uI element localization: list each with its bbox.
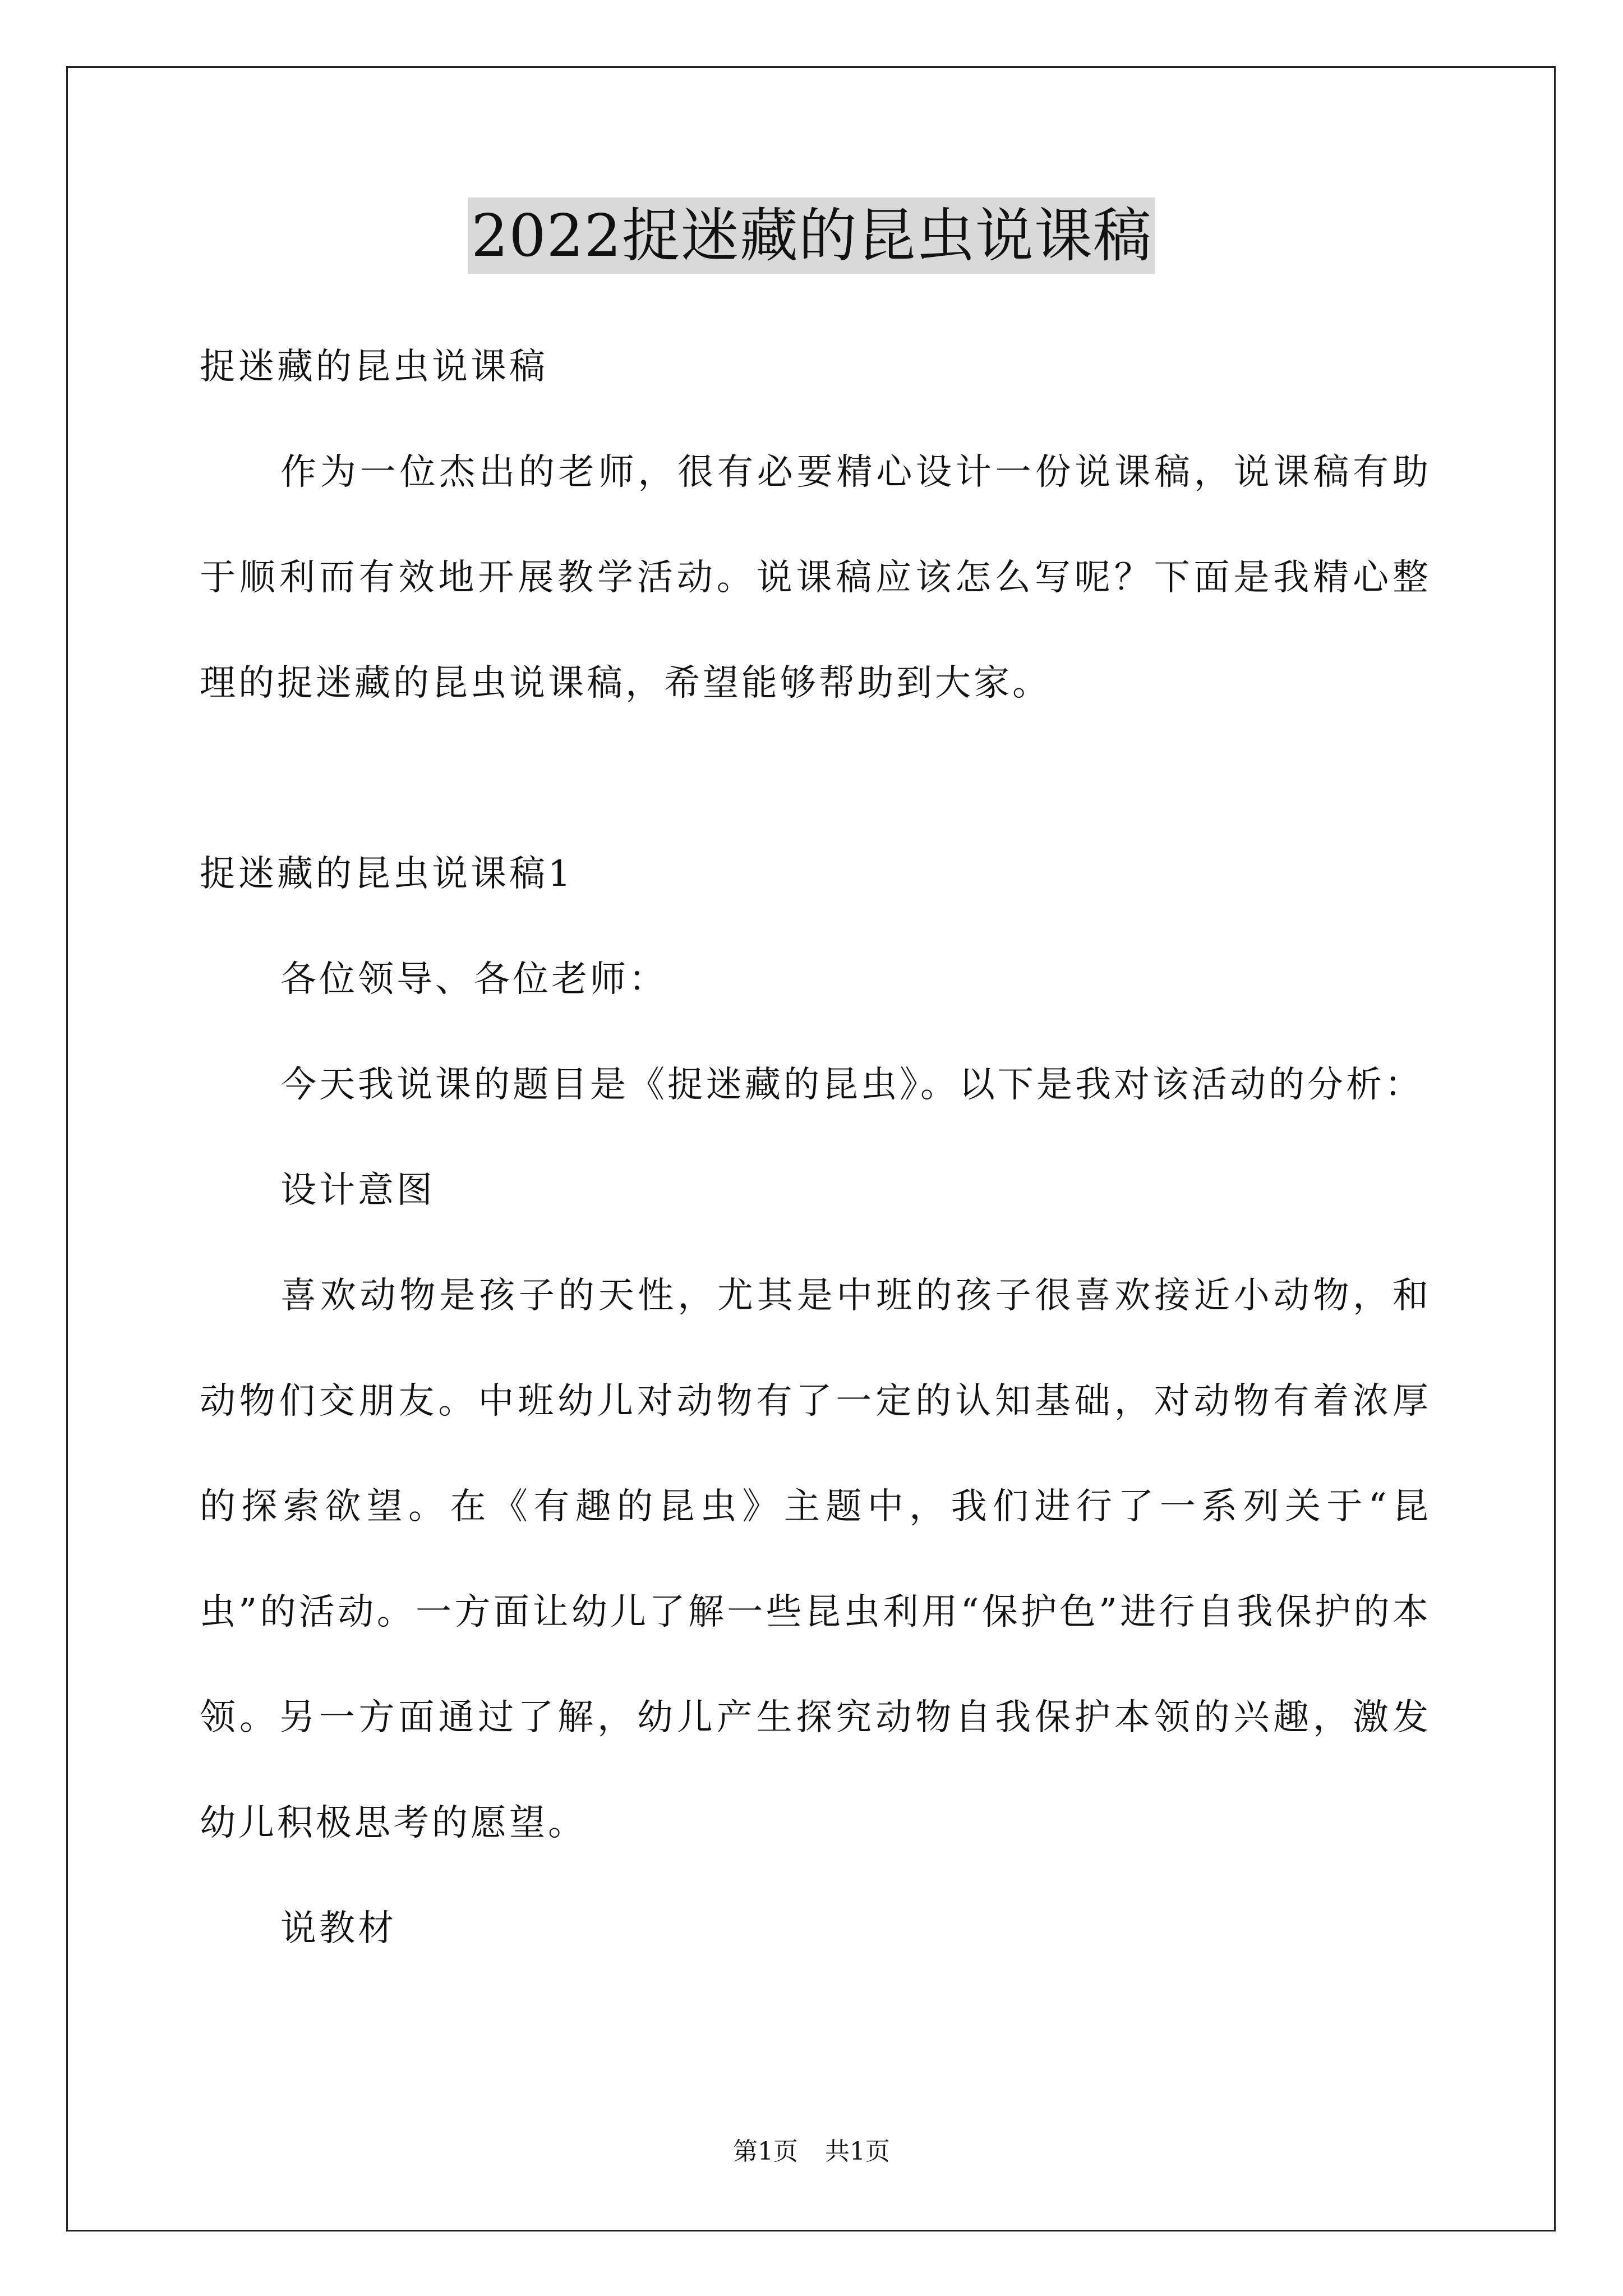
section-heading: 捉迷藏的昆虫说课稿1 xyxy=(200,853,574,895)
page-total: 共1页 xyxy=(825,2137,890,2166)
page-number: 第1页 xyxy=(733,2137,798,2166)
design-intent-heading: 设计意图 xyxy=(280,1170,435,1211)
document-title: 2022捉迷藏的昆虫说课稿 xyxy=(468,197,1155,274)
greeting-paragraph: 各位领导、各位老师： xyxy=(280,959,667,1000)
subtitle-paragraph: 捉迷藏的昆虫说课稿 xyxy=(200,346,548,388)
page-footer xyxy=(0,2135,1623,2169)
intro-paragraph: 作为一位杰出的老师，很有必要精心设计一份说课稿，说课稿有助于顺利而有效地开展教学活动。说课稿应该怎么写呢？下面是我精心整理的捉迷藏的昆虫说课稿，希望能够帮助到大家。 xyxy=(200,452,1431,704)
teaching-material-heading: 说教材 xyxy=(280,1908,396,1949)
document-body xyxy=(200,314,1431,1981)
design-intent-paragraph: 喜欢动物是孩子的天性，尤其是中班的孩子很喜欢接近小动物，和动物们交朋友。中班幼儿对动物有了一定的认知基础，对动物有着浓厚的探索欲望。在《有趣的昆虫》主题中，我们进行了一系列关于“昆虫”的活动。一方面让幼儿了解一些昆虫利用“保护色”进行自我保护的本领。另一方面通过了解，幼儿产生探究动物自我保护本领的兴趣，激发幼儿积极思考的愿望。 xyxy=(200,1275,1431,1844)
title-container xyxy=(0,197,1623,274)
topic-paragraph: 今天我说课的题目是《捉迷藏的昆虫》。以下是我对该活动的分析： xyxy=(280,1064,1423,1106)
